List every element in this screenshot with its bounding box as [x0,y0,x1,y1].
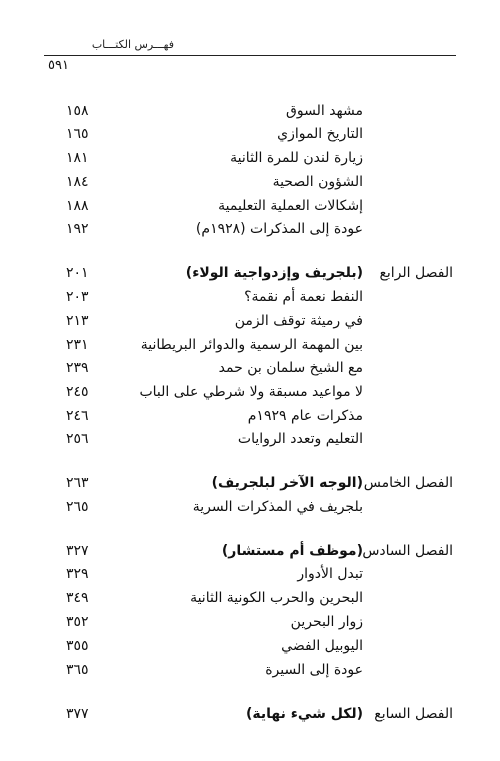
entry-page-number: ١٦٥ [66,126,89,142]
entry-page-number: ٣٦٥ [66,662,89,678]
chapter-title: (الوجه الآخر لبلجريف) [211,475,363,491]
entry-page-number: ١٩٢ [66,221,89,237]
toc-entry [0,122,500,146]
entry-page-number: ٢٤٦ [66,408,89,424]
entry-page-number: ٢٦٣ [66,475,89,491]
toc-entry [0,495,500,519]
toc-entry [0,634,500,658]
entry-title: التعليم وتعدد الروايات [237,431,363,447]
entry-page-number: ٢١٣ [66,313,89,329]
toc-entry [0,380,500,404]
entry-page-number: ٢٣٩ [66,360,89,376]
toc-entry [0,99,500,123]
chapter-label: الفصل الخامس [363,475,453,491]
entry-page-number: ٢٠٣ [66,289,89,305]
entry-page-number: ٢٠١ [66,265,89,281]
chapter-row [0,702,500,726]
toc-entry [0,586,500,610]
entry-title: مذكرات عام ١٩٢٩م [247,408,363,424]
entry-title: النفط نعمة أم نقمة؟ [244,289,363,305]
entry-page-number: ٢٤٥ [66,384,89,400]
entry-title: زوار البحرين [290,614,363,630]
entry-page-number: ٣٧٧ [66,706,89,722]
chapter-label: الفصل السابع [374,706,453,722]
entry-page-number: ٣٢٩ [66,566,89,582]
toc-entry [0,333,500,357]
entry-title: مشهد السوق [286,103,363,119]
toc-entry [0,194,500,218]
chapter-label: الفصل السادس [362,543,453,559]
entry-page-number: ١٨١ [66,150,89,166]
header-divider [44,55,456,56]
toc-entry [0,170,500,194]
entry-title: تبدل الأدوار [297,566,363,582]
entry-page-number: ٢٦٥ [66,499,89,515]
toc-entry [0,610,500,634]
entry-title: عودة إلى السيرة [265,662,363,678]
entry-page-number: ٣٥٢ [66,614,89,630]
entry-title: عودة إلى المذكرات (١٩٢٨م) [195,221,363,237]
chapter-title: (موظف أم مستشار) [221,543,363,559]
entry-page-number: ٢٥٦ [66,431,89,447]
entry-title: لا مواعيد مسبقة ولا شرطي على الباب [139,384,363,400]
toc-entry [0,562,500,586]
entry-page-number: ١٥٨ [66,103,89,119]
toc-entry [0,356,500,380]
entry-title: بلجريف في المذكرات السرية [192,499,363,515]
chapter-row [0,471,500,495]
chapter-label: الفصل الرابع [379,265,453,281]
running-header: فهـــرس الكتـــاب [91,38,174,51]
entry-page-number: ١٨٨ [66,198,89,214]
entry-title: اليوبيل الفضي [281,638,363,654]
toc-entry [0,404,500,428]
entry-title: البحرين والحرب الكونية الثانية [190,590,363,606]
entry-page-number: ٣٢٧ [66,543,89,559]
entry-title: مع الشيخ سلمان بن حمد [218,360,363,376]
toc-entry [0,309,500,333]
toc-entry [0,146,500,170]
entry-title: بين المهمة الرسمية والدوائر البريطانية [140,337,363,353]
page-number: ٥٩١ [48,58,69,73]
chapter-title: (بلجريف وإزدواجية الولاء) [185,265,363,281]
toc-entry [0,427,500,451]
entry-title: التاريخ الموازي [277,126,363,142]
entry-page-number: ٣٤٩ [66,590,89,606]
entry-title: الشؤون الصحية [272,174,363,190]
toc-entry [0,217,500,241]
entry-title: إشكالات العملية التعليمية [218,198,363,214]
entry-page-number: ١٨٤ [66,174,89,190]
entry-page-number: ٣٥٥ [66,638,89,654]
toc-entry [0,658,500,682]
chapter-row [0,539,500,563]
entry-title: زيارة لندن للمرة الثانية [230,150,363,166]
toc-entry [0,285,500,309]
chapter-title: (لكل شيء نهاية) [245,706,363,722]
chapter-row [0,261,500,285]
entry-title: في رميثة توقف الزمن [234,313,363,329]
entry-page-number: ٢٣١ [66,337,89,353]
